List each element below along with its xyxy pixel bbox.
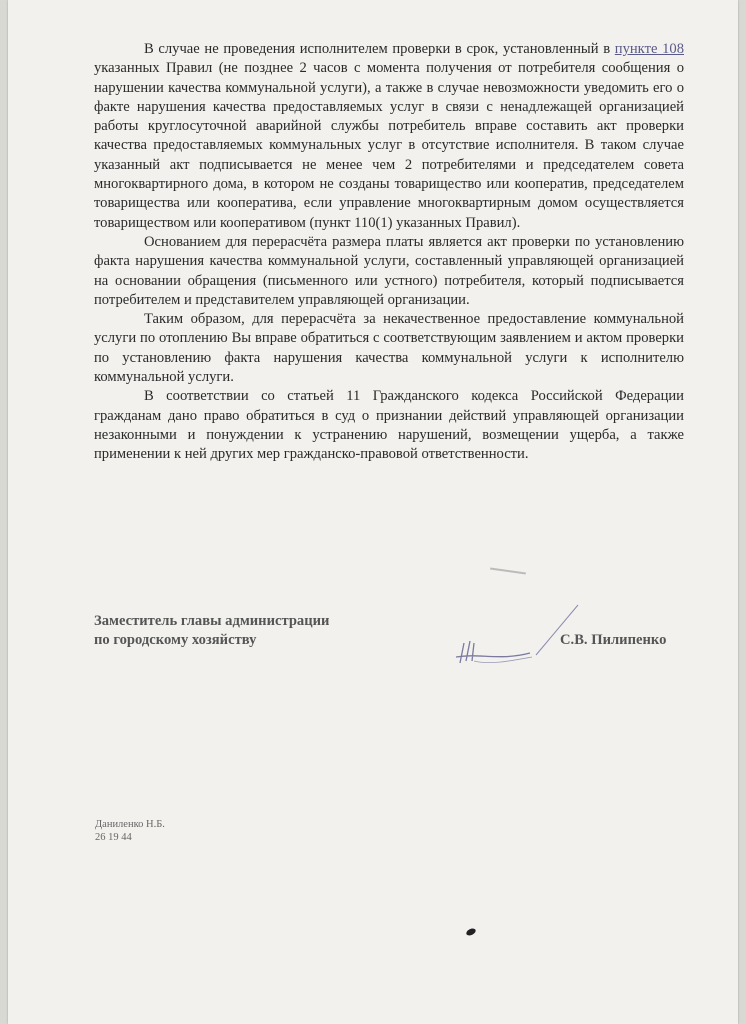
paragraph-4: В соответствии со статьей 11 Гражданского кодекса Российской Федерации гражданам дано право обратиться в суд о признании действий управляющей организации незаконными и понуждении к устранению нарушений, возмещении ущерба, а также применении к ней других мер гражданско-правовой ответственности. <box>94 388 684 463</box>
signatory-position-line-1: Заместитель главы администрации <box>94 613 330 629</box>
paragraph-1-text-b: указанных Правил (не позднее 2 часов с момента получения от потребителя сообщения о нарушении качества коммунальной услуги), а также в случае невозможности уведомить его о факте нарушения качества предоставляемых услуг в связи с ненадлежащей организацией работы круглосуточной аварийной службы потребитель вправе составить акт проверки качества предоставляемых коммунальных услуг в отсутствие исполнителя. В таком случае указанный акт подписывается не менее чем 2 потребителями и председателем совета многоквартирного дома, в котором не созданы товарищество или кооператив, председателем товарищества или кооператива, если управление многоквартирным домом осуществляется товариществом или кооперативом (пункт 110(1) указанных Правил). <box>94 60 684 231</box>
paragraph-2: Основанием для перерасчёта размера платы является акт проверки по установлению факта нарушения качества коммунальной услуги, составленный управляющей организацией на основании обращения (письменного или устного) потребителя, который подписывается потребителем и представителем управляющей организации. <box>94 233 684 308</box>
signatory-name: С.В. Пилипенко <box>560 632 667 648</box>
rule-108-link[interactable]: пункте 108 <box>614 41 684 57</box>
paragraph-1 <box>94 40 684 233</box>
paragraph-1-text-a: В случае не проведения исполнителем проверки в срок, установленный в <box>144 41 615 57</box>
signatory-position-line-2: по городскому хозяйству <box>94 632 257 648</box>
signatory-position <box>94 612 329 650</box>
executor-info <box>95 818 165 844</box>
document-body <box>94 40 684 465</box>
executor-name: Даниленко Н.Б. <box>95 819 165 830</box>
paragraph-3: Таким образом, для перерасчёта за некачественное предоставление коммунальной услуги по отоплению Вы вправе обратиться с соответствующим заявлением и актом проверки по установлению факта нарушения качества коммунальной услуги к исполнителю коммунальной услуги. <box>94 311 684 386</box>
executor-phone: 26 19 44 <box>95 832 132 843</box>
